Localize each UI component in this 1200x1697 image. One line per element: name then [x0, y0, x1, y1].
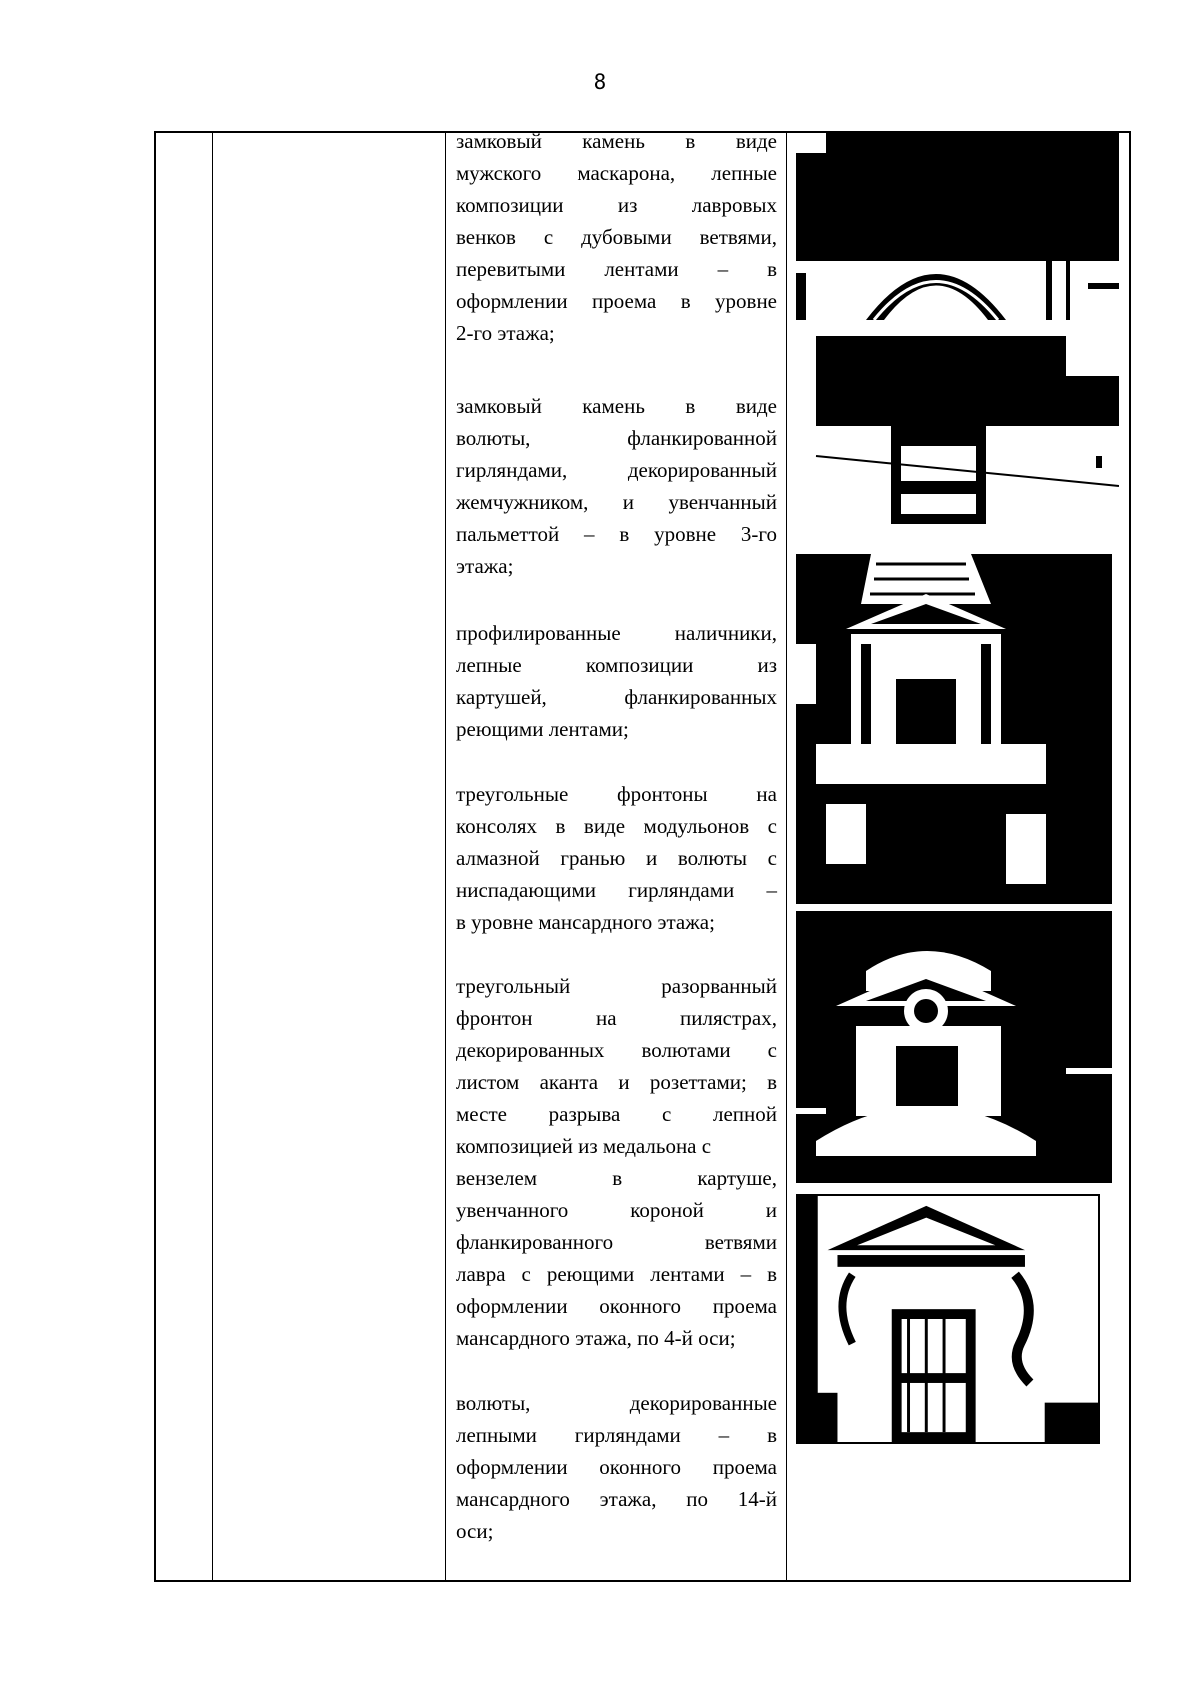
- heritage-table: [154, 131, 1131, 1582]
- text-line: 2-го этажа;: [456, 321, 555, 345]
- photo-keystone-mascaron: [796, 133, 1119, 320]
- description-entry: [456, 390, 777, 582]
- text-line: мужского маскарона, лепные: [456, 161, 777, 185]
- text-line: гирляндами, декорированный: [456, 458, 777, 482]
- text-line: лепные композиции из: [456, 653, 777, 677]
- text-line: венков с дубовыми ветвями,: [456, 225, 777, 249]
- text-line: фланкированного ветвями: [456, 1230, 777, 1254]
- text-line: декорированных волютами с: [456, 1038, 777, 1062]
- text-line: профилированные наличники,: [456, 621, 777, 645]
- text-line: волюты, декорированные: [456, 1391, 777, 1415]
- text-line: оси;: [456, 1519, 494, 1543]
- text-line: лавра с реющими лентами – в: [456, 1262, 777, 1286]
- text-line: треугольный разорванный: [456, 974, 777, 998]
- description-entry: [456, 1387, 777, 1547]
- text-line: месте разрыва с лепной: [456, 1102, 777, 1126]
- text-line: композицией из медальона с: [456, 1134, 712, 1158]
- text-line: оформлении оконного проема: [456, 1294, 777, 1318]
- column-divider: [212, 133, 213, 1580]
- text-line: мансардного этажа, по 14-й: [456, 1487, 777, 1511]
- text-line: этажа;: [456, 554, 514, 578]
- text-line: вензелем в картуше,: [456, 1166, 777, 1190]
- text-line: в уровне мансардного этажа;: [456, 910, 715, 934]
- text-line: алмазной гранью и волюты с: [456, 846, 777, 870]
- text-line: замковый камень в виде: [456, 394, 777, 418]
- photo-keystone-volute: [796, 336, 1119, 524]
- text-line: треугольные фронтоны на: [456, 782, 777, 806]
- photo-mansard-window-volutes: [796, 1194, 1100, 1444]
- text-line: замковый камень в виде: [456, 129, 777, 153]
- text-line: оформлении проема в уровне: [456, 289, 777, 313]
- text-line: оформлении оконного проема: [456, 1455, 777, 1479]
- column-divider: [786, 133, 787, 1580]
- photo-broken-pediment-cartouche: [796, 911, 1112, 1183]
- text-line: ниспадающими гирляндами –: [456, 878, 777, 902]
- text-line: жемчужником, и увенчанный: [456, 490, 777, 514]
- text-line: мансардного этажа, по 4-й оси;: [456, 1326, 736, 1350]
- text-line: пальметтой – в уровне 3-го: [456, 522, 777, 546]
- text-line: фронтон на пилястрах,: [456, 1006, 777, 1030]
- text-line: лепными гирляндами – в: [456, 1423, 777, 1447]
- page-number: 8: [593, 70, 607, 94]
- text-line: увенчанного короной и: [456, 1198, 777, 1222]
- description-entry: [456, 125, 777, 349]
- text-line: консолях в виде модульонов с: [456, 814, 777, 838]
- description-entry: [456, 970, 777, 1354]
- description-entry: [456, 617, 777, 745]
- description-entry: [456, 778, 777, 938]
- text-line: волюты, фланкированной: [456, 426, 777, 450]
- text-line: композиции из лавровых: [456, 193, 777, 217]
- text-line: листом аканта и розеттами; в: [456, 1070, 777, 1094]
- text-line: реющими лентами;: [456, 717, 629, 741]
- text-line: перевитыми лентами – в: [456, 257, 777, 281]
- photo-mansard-pediment-window: [796, 554, 1112, 904]
- column-divider: [445, 133, 446, 1580]
- text-line: картушей, фланкированных: [456, 685, 777, 709]
